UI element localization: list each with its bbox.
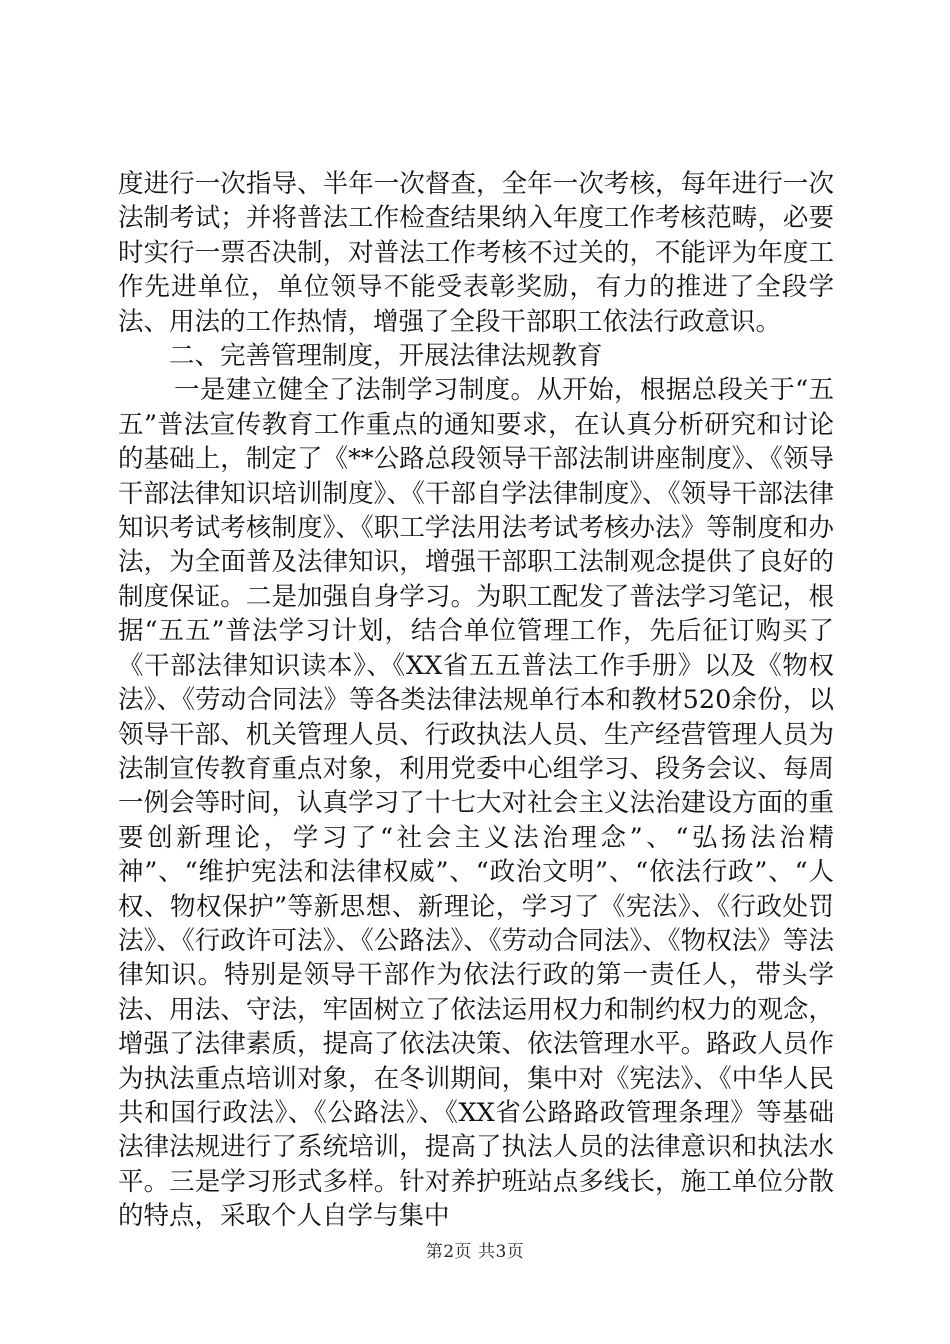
continued-paragraph: 度进行一次指导、半年一次督查，全年一次考核，每年进行一次法制考试；并将普法工作检查结果纳入年度工作考核范畴，必要时实行一票否决制，对普法工作考核不过关的，不能评为年度工作先进单位，单位领导不能受表彰奖励，有力的推进了全段学法、用法的工作热情，增强了全段干部职工依法行政意识。 (118, 169, 834, 337)
document-body (118, 167, 834, 1234)
main-paragraph: 一是建立健全了法制学习制度。从开始，根据总段关于“五五”普法宣传教育工作重点的通知要求，在认真分析研究和讨论的基础上，制定了《**公路总段领导干部法制讲座制度》、《领导干部法律知识培训制度》、《干部自学法律制度》、《领导干部法律知识考试考核制度》、《职工学法用法考试考核办法》等制度和办法，为全面普及法律知识，增强干部职工法制观念提供了良好的制度保证。二是加强自身学习。为职工配发了普法学习笔记，根据“五五”普法学习计划，结合单位管理工作，先后征订购买了《干部法律知识读本》、《XX省五五普法工作手册》以及《物权法》、《劳动合同法》等各类法律法规单行本和教材520余份，以领导干部、机关管理人员、行政执法人员、生产经营管理人员为法制宣传教育重点对象，利用党委中心组学习、段务会议、每周一例会等时间，认真学习了十七大对社会主义法治建设方面的重要创新理论，学习了“社会主义法治理念”、“弘扬法治精神”、“维护宪法和法律权威”、“政治文明”、“依法行政”、“人权、物权保护”等新思想、新理论，学习了《宪法》、《行政处罚法》、《行政许可法》、《公路法》、《劳动合同法》、《物权法》等法律知识。特别是领导干部作为依法行政的第一责任人，带头学法、用法、守法，牢固树立了依法运用权力和制约权力的观念，增强了法律素质，提高了依法决策、依法管理水平。路政人员作为执法重点培训对象，在冬训期间，集中对《宪法》、《中华人民共和国行政法》、《公路法》、《XX省公路路政管理条理》等基础法律法规进行了系统培训，提高了执法人员的法律意识和执法水平。三是学习形式多样。针对养护班站点多线长，施工单位分散的特点，采取个人自学与集中 (118, 375, 834, 1232)
section-heading: 二、完善管理制度，开展法律法规教育 (169, 341, 603, 372)
page-number-footer: 第2页 共3页 (425, 1242, 525, 1262)
